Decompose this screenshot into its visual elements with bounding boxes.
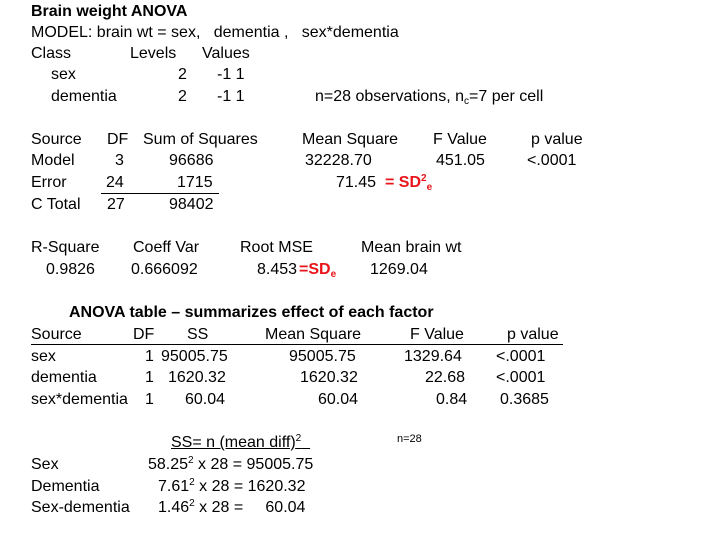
total-rule xyxy=(101,193,219,194)
fit-header-coeffvar: Coeff Var xyxy=(133,239,200,256)
class-header-class: Class xyxy=(31,45,72,62)
factor-row-p: <.0001 xyxy=(496,369,546,386)
factor-row-ss: 95005.75 xyxy=(161,348,228,365)
observations-note: n=28 observations, $n_c=7$ per cell xyxy=(315,88,544,107)
anova-header-p: p value xyxy=(531,131,583,148)
factor-header-ss: SS xyxy=(187,326,209,343)
class-values: -1 1 xyxy=(217,66,245,83)
factor-row-f: 1329.64 xyxy=(404,348,462,365)
ss-calc-label: Dementia xyxy=(31,478,100,495)
factor-header-p: p value xyxy=(507,326,559,343)
class-name: dementia xyxy=(51,88,117,105)
factor-row-df: 1 xyxy=(145,348,154,365)
anova-row-source: Error xyxy=(31,174,67,191)
factor-header-df: DF xyxy=(133,326,155,343)
factor-row-ms: 95005.75 xyxy=(289,348,356,365)
header-rule xyxy=(31,344,563,345)
factor-row-df: 1 xyxy=(145,369,154,386)
class-header-levels: Levels xyxy=(130,45,177,62)
factor-row-f: 22.68 xyxy=(425,369,466,386)
class-values: -1 1 xyxy=(217,88,245,105)
ss-calc-label: Sex xyxy=(31,456,59,473)
document-title: Brain weight ANOVA xyxy=(31,3,188,20)
anova-row-df: 3 xyxy=(115,152,124,169)
factor-header-f: F Value xyxy=(410,326,464,343)
factor-row-ms: 1620.32 xyxy=(300,369,358,386)
ss-calc-expression: 1.46$^2$ x 28 = 60.04 xyxy=(158,498,306,516)
sd-error-note: $=SD_e$ xyxy=(299,261,337,280)
factor-row-ss: 1620.32 xyxy=(168,369,226,386)
anova-row-source: Model xyxy=(31,152,75,169)
fit-header-rsquare: R-Square xyxy=(31,239,100,256)
sd-error-note: = $SD^2_e$ xyxy=(385,173,433,193)
ss-calc-label: Sex-dementia xyxy=(31,499,130,516)
factor-row-p: <.0001 xyxy=(496,348,546,365)
fit-header-mean: Mean brain wt xyxy=(361,239,462,256)
fit-value-rsquare: 0.9826 xyxy=(46,261,95,278)
class-levels: 2 xyxy=(178,88,187,105)
anova-row-ss: 98402 xyxy=(169,196,214,213)
factor-table-title: ANOVA table – summarizes effect of each factor xyxy=(69,304,434,321)
anova-header-source: Source xyxy=(31,131,82,148)
class-name: sex xyxy=(51,66,76,83)
anova-row-df: 24 xyxy=(106,174,124,191)
fit-value-mean: 1269.04 xyxy=(370,261,428,278)
factor-row-p: 0.3685 xyxy=(500,391,549,408)
sample-size-note: n=28 xyxy=(397,433,422,445)
anova-header-f: F Value xyxy=(433,131,487,148)
ss-calc-expression: 7.61$^2$ x 28 = 1620.32 xyxy=(158,477,306,495)
anova-row-source: C Total xyxy=(31,196,81,213)
factor-row-f: 0.84 xyxy=(436,391,468,408)
factor-row-df: 1 xyxy=(145,391,154,408)
anova-header-ms: Mean Square xyxy=(302,131,399,148)
fit-header-rootmse: Root MSE xyxy=(240,239,313,256)
anova-header-ss: Sum of Squares xyxy=(143,131,258,148)
fit-value-coeffvar: 0.666092 xyxy=(131,261,198,278)
model-statement: MODEL: brain wt = sex, dementia , sex*dementia xyxy=(31,24,399,41)
anova-header-df: DF xyxy=(107,131,129,148)
factor-row-source: sex xyxy=(31,348,56,365)
anova-row-df: 27 xyxy=(107,196,125,213)
factor-row-source: dementia xyxy=(31,369,97,386)
factor-header-source: Source xyxy=(31,326,82,343)
anova-row-ss: 96686 xyxy=(169,152,214,169)
ss-calc-expression: 58.25$^2$ x 28 = 95005.75 xyxy=(148,455,314,473)
anova-row-ss: 1715 xyxy=(177,174,213,191)
anova-row-p: <.0001 xyxy=(527,152,577,169)
factor-header-ms: Mean Square xyxy=(265,326,362,343)
factor-row-source: sex*dementia xyxy=(31,391,128,408)
anova-row-ms: 32228.70 xyxy=(305,152,372,169)
fit-value-rootmse: 8.453 xyxy=(257,261,298,278)
class-header-values: Values xyxy=(202,45,250,62)
factor-row-ss: 60.04 xyxy=(185,391,226,408)
class-levels: 2 xyxy=(178,66,187,83)
factor-row-ms: 60.04 xyxy=(318,391,359,408)
anova-row-f: 451.05 xyxy=(436,152,485,169)
anova-row-ms: 71.45 xyxy=(336,174,377,191)
ss-formula-heading: SS= n (mean diff)$^2$ xyxy=(171,433,302,451)
